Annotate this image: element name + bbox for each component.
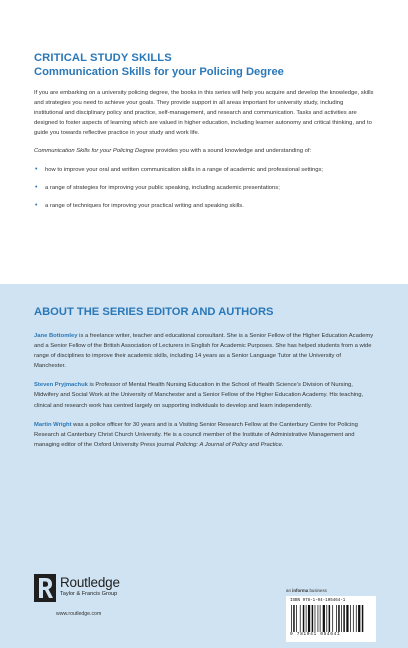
intro-paragraph-2-text: provides you with a sound knowledge and understanding of: — [154, 148, 312, 155]
author-bio-text: was a police officer for 30 years and is a Visiting Senior Research Fellow at the Canterbury Centre for Policing Research at Canterbury Christ Church University. He is a council member of the Institute of Administrative Management and managing editor of the Oxford University Press journal — [34, 421, 358, 448]
barcode-digits: 9 781041 054641 — [290, 632, 341, 637]
informa-tagline — [286, 588, 327, 593]
list-item-text: how to improve your oral and written communication skills in a range of academic and professional settings; — [45, 166, 324, 173]
list-item — [34, 183, 374, 193]
informa-suffix: business — [308, 588, 327, 593]
journal-title: Policing: A Journal of Policy and Practice — [175, 441, 282, 448]
intro-paragraph-2 — [34, 146, 374, 156]
bullet-icon: • — [35, 165, 38, 173]
author-bio — [34, 420, 374, 450]
routledge-logo-icon — [34, 574, 56, 602]
cover-top-section — [0, 0, 408, 284]
informa-prefix: an — [286, 588, 293, 593]
book-title-italic: Communication Skills for your Policing Degree — [34, 148, 155, 155]
author-bio-text: is a freelance writer, teacher and educational consultant. She is a Senior Fellow of the Higher Education Academy and a Senior Fellow of the British Association of Lecturers in English for Academic Purposes. She has helped students from a wide range of disciplines to improve their academic skills, including 14 years as a Senior Language Tutor at the University of Manchester. — [34, 333, 374, 370]
list-item-text: a range of techniques for improving your practical writing and speaking skills. — [45, 202, 244, 209]
book-title: Communication Skills for your Policing Degree — [34, 66, 284, 78]
publisher-group: Taylor & Francis Group — [60, 591, 118, 597]
about-heading: ABOUT THE SERIES EDITOR AND AUTHORS — [34, 306, 274, 318]
isbn-text: ISBN 978-1-04-105464-1 — [290, 599, 346, 603]
author-bio — [34, 331, 374, 371]
publisher-brand: Routledge — [60, 575, 120, 590]
skills-list — [34, 165, 374, 211]
publisher-name-block — [60, 576, 120, 598]
bullet-icon: • — [35, 201, 38, 209]
barcode-icon — [290, 605, 372, 632]
author-bio-tail: . — [281, 441, 284, 448]
list-item — [34, 165, 374, 175]
author-bio — [34, 380, 374, 410]
publisher-logo — [34, 574, 120, 602]
intro-paragraph: If you are embarking on a university policing degree, the books in this series will help you acquire and develop the knowledge, skills and strategies you need to achieve your goals. They provide support in all areas important for university study, including institutional and disciplinary policy and practice, self-management, and research and communication. Tasks and activities are designed to foster aspects of learning which are valued in higher education, including learner autonomy and critical thinking, and to guide you towards reflective practice in your study and work life. — [34, 90, 374, 137]
series-title: CRITICAL STUDY SKILLS — [34, 52, 172, 64]
publisher-website: www.routledge.com — [56, 611, 102, 617]
author-name: Steven Pryjmachuk — [34, 382, 88, 389]
author-bio-text: is Professor of Mental Health Nursing Education in the School of Health Science’s Division of Nursing, Midwifery and Social Work at the University of Manchester and a Senior Fellow of the Higher Education Academy. His teaching, clinical and research work has centred largely on supporting individuals to develop and learn independently. — [34, 382, 364, 409]
informa-wordmark: informa — [292, 588, 309, 593]
list-item-text: a range of strategies for improving your public speaking, including academic presentations; — [45, 184, 280, 191]
author-name: Martin Wright — [34, 421, 72, 428]
list-item — [34, 201, 374, 211]
bullet-icon: • — [35, 183, 38, 191]
barcode-block — [286, 596, 376, 642]
author-name: Jane Bottomley — [34, 333, 78, 339]
